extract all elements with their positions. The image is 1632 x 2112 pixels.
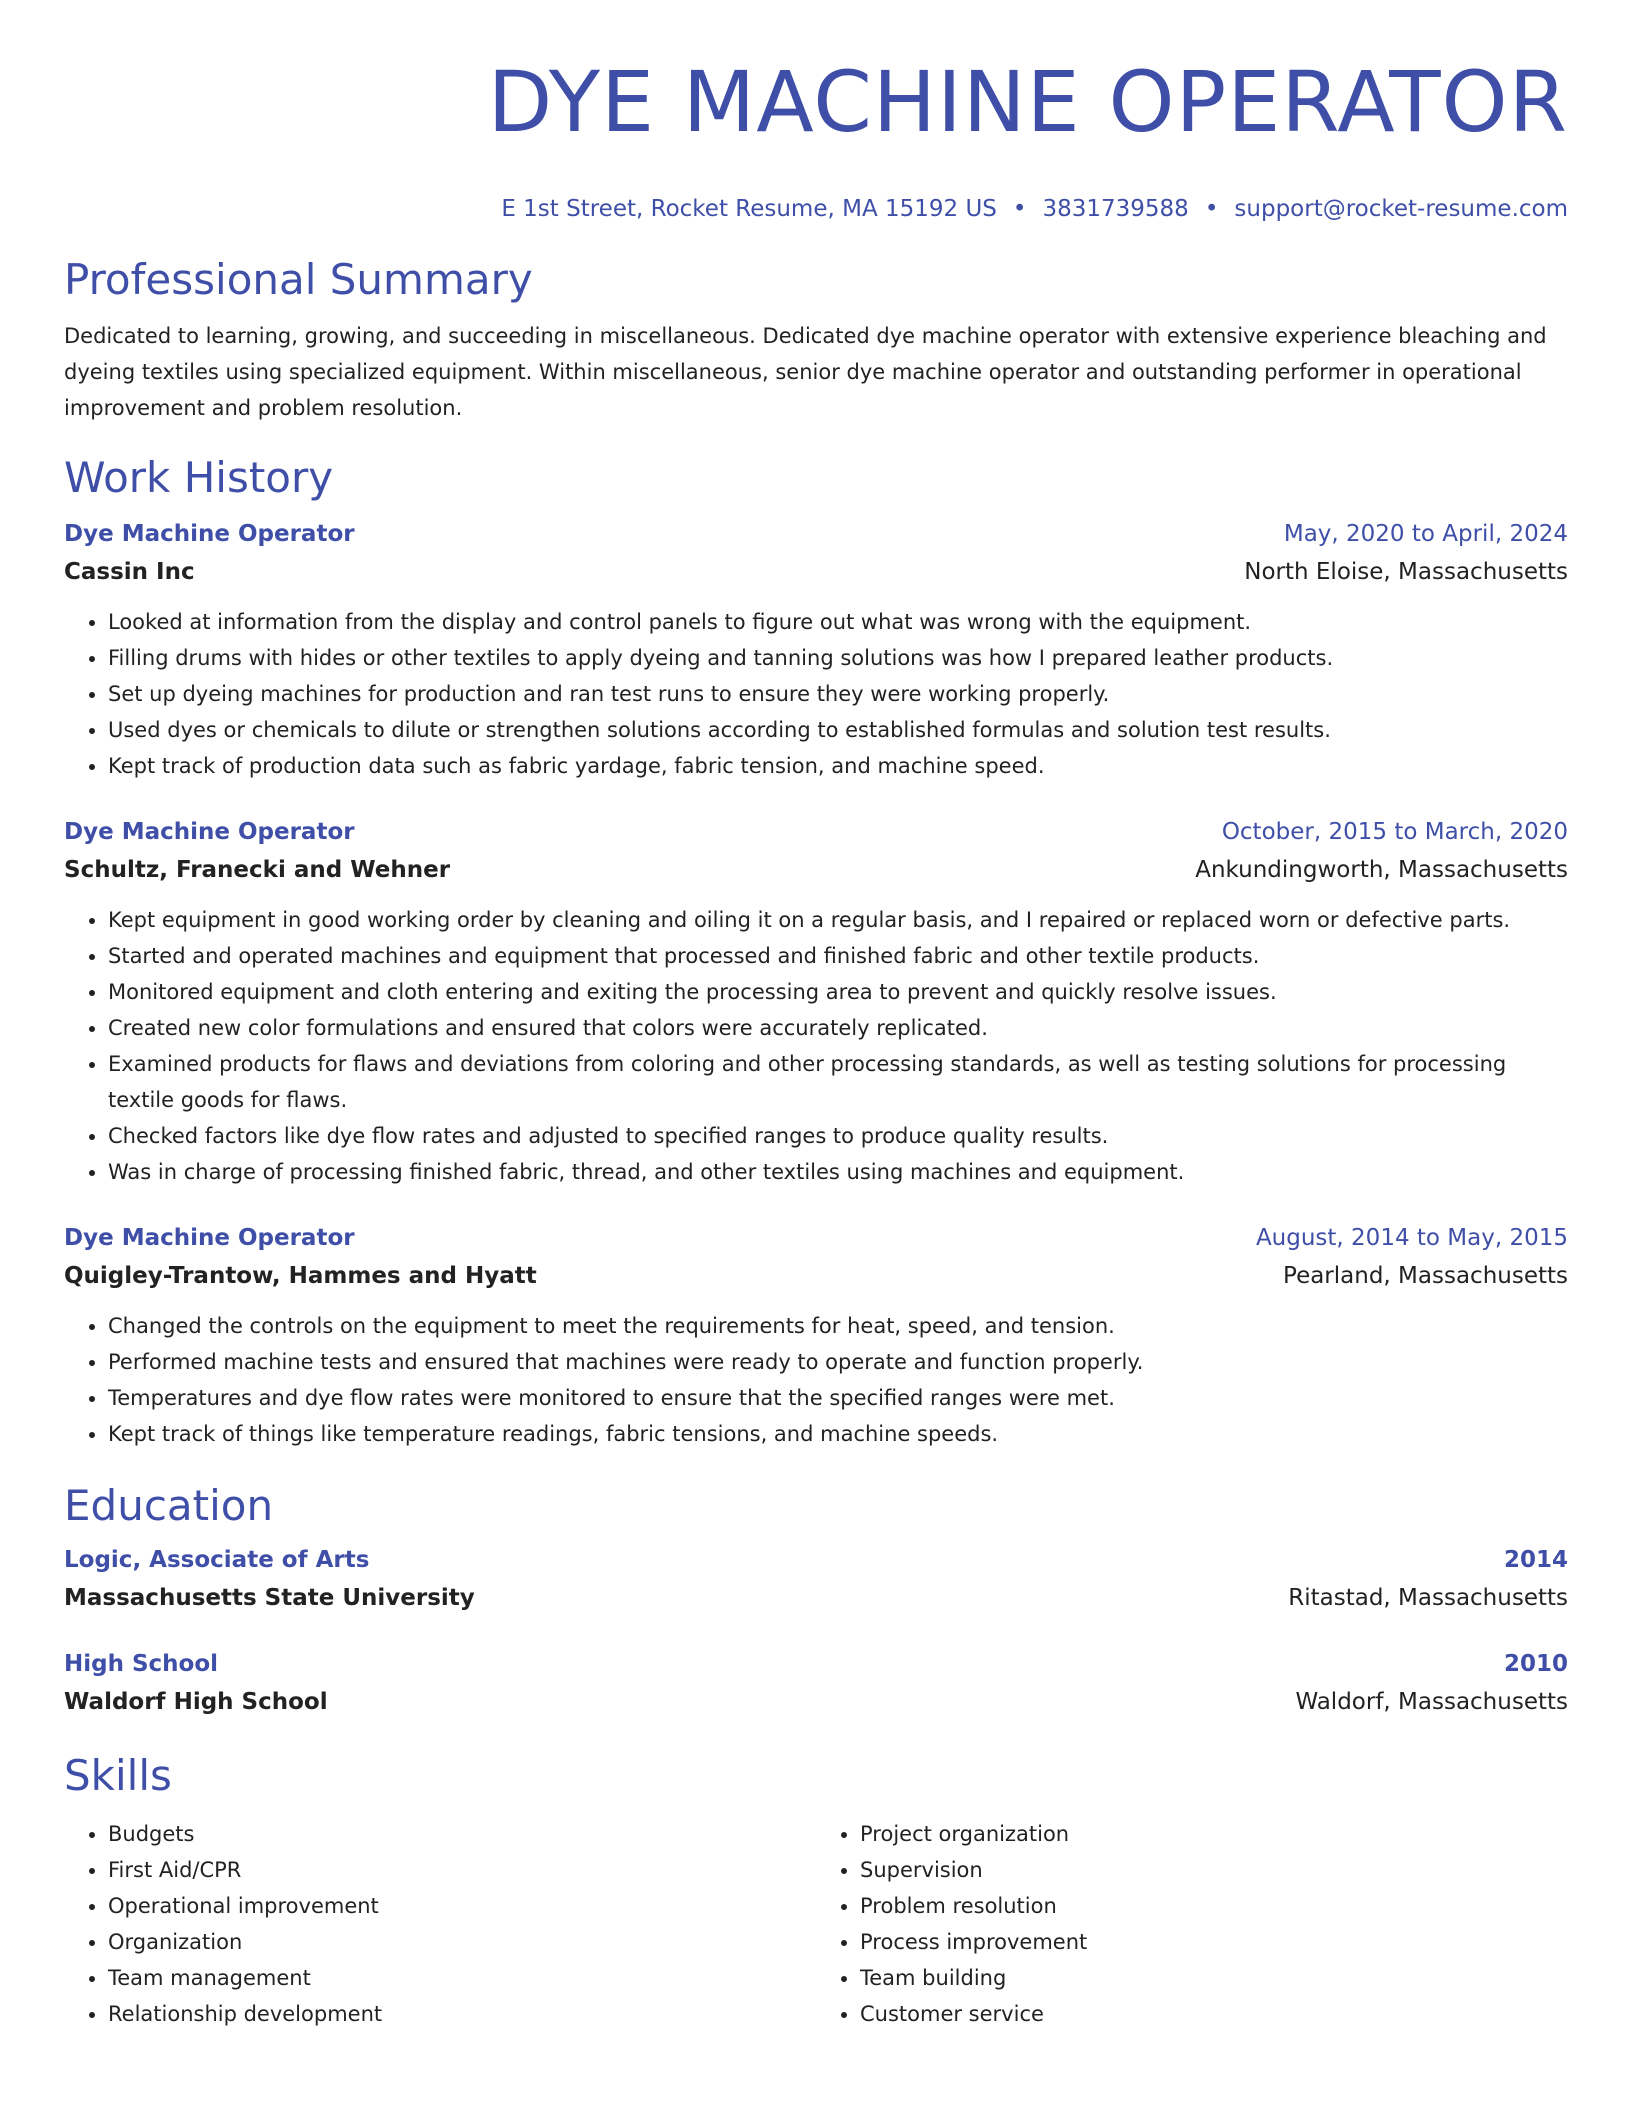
education-list: [64, 1542, 1568, 1722]
education-header-row: [64, 1646, 1568, 1682]
job-entry: [64, 516, 1568, 784]
skill-item: • Team management: [108, 1960, 816, 1996]
skill-item: • First Aid/CPR: [108, 1852, 816, 1888]
contact-line: [64, 194, 1568, 224]
job-location: Pearland, Massachusetts: [1283, 1263, 1568, 1289]
job-bullets: [64, 902, 1568, 1190]
job-bullet: • Created new color formulations and ensured that colors were accurately replicated.: [108, 1010, 1568, 1046]
job-bullet: • Was in charge of processing finished fabric, thread, and other textiles using machines and equipment.: [108, 1154, 1568, 1190]
skills-columns: [64, 1816, 1568, 2032]
job-bullet: • Filling drums with hides or other textiles to apply dyeing and tanning solutions was how I prepared leather products.: [108, 640, 1568, 676]
job-dates: August, 2014 to May, 2015: [1255, 1225, 1568, 1251]
job-bullet: • Looked at information from the display and control panels to figure out what was wrong with the equipment.: [108, 604, 1568, 640]
job-bullet: • Used dyes or chemicals to dilute or strengthen solutions according to established formulas and solution test results.: [108, 712, 1568, 748]
education-header-row: [64, 1542, 1568, 1578]
education-school-row: [64, 1682, 1568, 1722]
skill-item: • Operational improvement: [108, 1888, 816, 1924]
skill-item: • Problem resolution: [860, 1888, 1568, 1924]
job-company-row: [64, 552, 1568, 592]
education-section: [64, 1480, 1568, 1722]
job-bullets: [64, 1308, 1568, 1452]
summary-text: Dedicated to learning, growing, and succeeding in miscellaneous. Dedicated dye machine operator with extensive experience bleaching and dyeing textiles using specialized equipment. Within miscellaneous, senior dye machine operator and outstanding performer in operational improvement and problem resolution.: [64, 324, 1547, 420]
jobs-list: [64, 516, 1568, 1452]
school-name: Waldorf High School: [64, 1689, 328, 1715]
job-title: Dye Machine Operator: [64, 521, 355, 547]
job-bullet: • Temperatures and dye flow rates were monitored to ensure that the specified ranges were met.: [108, 1380, 1568, 1416]
contact-phone: 3831739588: [1042, 196, 1189, 222]
skill-item: • Supervision: [860, 1852, 1568, 1888]
company-name: Cassin Inc: [64, 559, 195, 585]
skill-item: • Budgets: [108, 1816, 816, 1852]
summary-section: [64, 254, 1568, 426]
job-bullet: • Set up dyeing machines for production and ran test runs to ensure they were working properly.: [108, 676, 1568, 712]
skill-item: • Relationship development: [108, 1996, 816, 2032]
degree: High School: [64, 1651, 219, 1677]
job-bullet: • Examined products for flaws and deviations from coloring and other processing standards, as well as testing solutions for processing textile goods for flaws.: [108, 1046, 1568, 1118]
contact-address: E 1st Street, Rocket Resume, MA 15192 US: [501, 196, 997, 222]
work-history-title: Work History: [64, 453, 334, 502]
skills-list-left: [64, 1816, 816, 2032]
company-name: Quigley-Trantow, Hammes and Hyatt: [64, 1263, 537, 1289]
graduation-year: 2014: [1503, 1547, 1568, 1573]
job-bullet: • Checked factors like dye flow rates and adjusted to specified ranges to produce quality results.: [108, 1118, 1568, 1154]
school-location: Ritastad, Massachusetts: [1288, 1585, 1568, 1611]
job-header-row: [64, 516, 1568, 552]
education-entry: [64, 1542, 1568, 1618]
job-bullet: • Started and operated machines and equipment that processed and finished fabric and other textile products.: [108, 938, 1568, 974]
skills-list-right: [816, 1816, 1568, 2032]
skill-item: • Process improvement: [860, 1924, 1568, 1960]
school-name: Massachusetts State University: [64, 1585, 475, 1611]
work-history-section: [64, 452, 1568, 1452]
job-bullet: • Changed the controls on the equipment to meet the requirements for heat, speed, and tension.: [108, 1308, 1568, 1344]
skill-item: • Customer service: [860, 1996, 1568, 2032]
summary-title: Professional Summary: [64, 255, 533, 304]
school-location: Waldorf, Massachusetts: [1295, 1689, 1568, 1715]
education-school-row: [64, 1578, 1568, 1618]
job-bullet: • Kept track of things like temperature readings, fabric tensions, and machine speeds.: [108, 1416, 1568, 1452]
contact-separator: •: [1012, 196, 1027, 222]
job-location: Ankundingworth, Massachusetts: [1195, 857, 1568, 883]
resume-header: [64, 52, 1568, 224]
job-dates: May, 2020 to April, 2024: [1283, 521, 1568, 547]
job-company-row: [64, 850, 1568, 890]
degree: Logic, Associate of Arts: [64, 1547, 370, 1573]
job-bullet: • Kept equipment in good working order by cleaning and oiling it on a regular basis, and I repaired or replaced worn or defective parts.: [108, 902, 1568, 938]
education-entry: [64, 1646, 1568, 1722]
company-name: Schultz, Franecki and Wehner: [64, 857, 451, 883]
job-bullet: • Kept track of production data such as fabric yardage, fabric tension, and machine speed.: [108, 748, 1568, 784]
graduation-year: 2010: [1503, 1651, 1568, 1677]
job-header-row: [64, 814, 1568, 850]
job-bullet: • Performed machine tests and ensured that machines were ready to operate and function properly.: [108, 1344, 1568, 1380]
education-title: Education: [64, 1481, 274, 1530]
skills-section: [64, 1750, 1568, 2032]
job-bullet: • Monitored equipment and cloth entering and exiting the processing area to prevent and quickly resolve issues.: [108, 974, 1568, 1010]
job-dates: October, 2015 to March, 2020: [1221, 819, 1568, 845]
job-entry: [64, 1220, 1568, 1452]
skill-item: • Team building: [860, 1960, 1568, 1996]
candidate-name: DYE MACHINE OPERATOR: [487, 53, 1568, 151]
contact-email[interactable]: support@rocket-resume.com: [1234, 196, 1568, 222]
skill-item: • Organization: [108, 1924, 816, 1960]
job-title: Dye Machine Operator: [64, 819, 355, 845]
job-title: Dye Machine Operator: [64, 1225, 355, 1251]
skills-title: Skills: [64, 1751, 172, 1800]
job-company-row: [64, 1256, 1568, 1296]
contact-separator: •: [1204, 196, 1219, 222]
job-bullets: [64, 604, 1568, 784]
job-entry: [64, 814, 1568, 1190]
job-header-row: [64, 1220, 1568, 1256]
job-location: North Eloise, Massachusetts: [1244, 559, 1568, 585]
skill-item: • Project organization: [860, 1816, 1568, 1852]
